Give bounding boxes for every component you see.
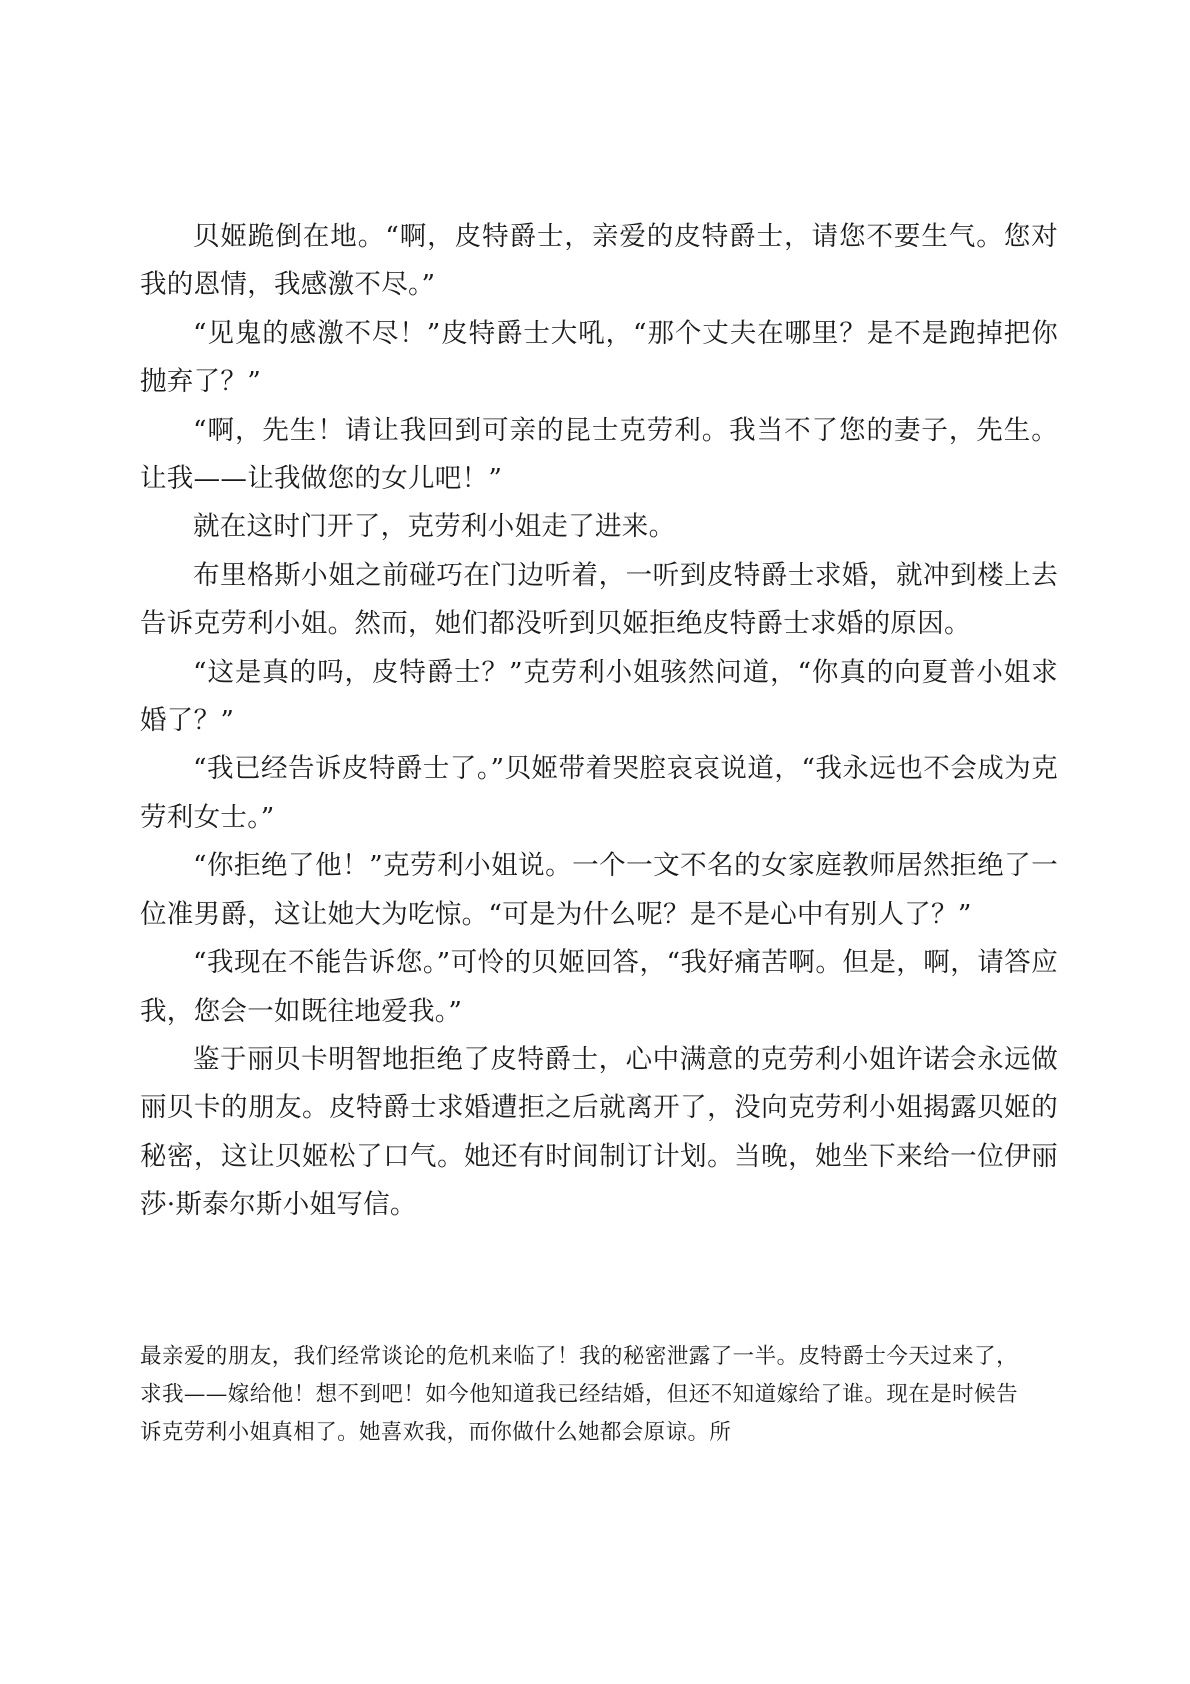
paragraph-5: 布里格斯小姐之前碰巧在门边听着，一听到皮特爵士求婚，就冲到楼上去告诉克劳利小姐。然而，她们都没听到贝姬拒绝皮特爵士求婚的原因。 [140, 559, 1058, 640]
paragraph-1: 贝姬跪倒在地。“啊，皮特爵士，亲爱的皮特爵士，请您不要生气。您对我的恩情，我感激不尽。” [140, 221, 1058, 301]
letter-text: 最亲爱的朋友，我们经常谈论的危机来临了！我的秘密泄露了一半。皮特爵士今天过来了，求我——嫁给他！想不到吧！如今他知道我已经结婚，但还不知道嫁给了谁。现在是时候告诉克劳利小姐真相了。她喜欢我，而你做什么她都会原谅。所 [140, 1344, 1018, 1445]
paragraph-8: “你拒绝了他！”克劳利小姐说。一个一文不名的女家庭教师居然拒绝了一位准男爵，这让她大为吃惊。“可是为什么呢？是不是心中有别人了？” [140, 850, 1058, 930]
paragraph-10: 鉴于丽贝卡明智地拒绝了皮特爵士，心中满意的克劳利小姐许诺会永远做丽贝卡的朋友。皮特爵士求婚遭拒之后就离开了，没向克劳利小姐揭露贝姬的秘密，这让贝姬松了口气。她还有时间制订计划。当晚，她坐下来给一位伊丽莎·斯泰尔斯小姐写信。 [140, 1043, 1058, 1221]
letter-excerpt [140, 1338, 1018, 1452]
paragraph-7: “我已经告诉皮特爵士了。”贝姬带着哭腔哀哀说道，“我永远也不会成为克劳利女士。” [140, 753, 1058, 833]
paragraph-3: “啊，先生！请让我回到可亲的昆士克劳利。我当不了您的妻子，先生。让我——让我做您的女儿吧！” [140, 414, 1058, 495]
narrative-body [140, 213, 1058, 1230]
paragraph-2: “见鬼的感激不尽！”皮特爵士大吼，“那个丈夫在哪里？是不是跑掉把你抛弃了？” [140, 317, 1058, 398]
paragraph-4: 就在这时门开了，克劳利小姐走了进来。 [193, 511, 676, 543]
paragraph-6: “这是真的吗，皮特爵士？”克劳利小姐骇然问道，“你真的向夏普小姐求婚了？” [140, 656, 1058, 737]
paragraph-9: “我现在不能告诉您。”可怜的贝姬回答，“我好痛苦啊。但是，啊，请答应我，您会一如既往地爱我。” [140, 947, 1058, 1027]
